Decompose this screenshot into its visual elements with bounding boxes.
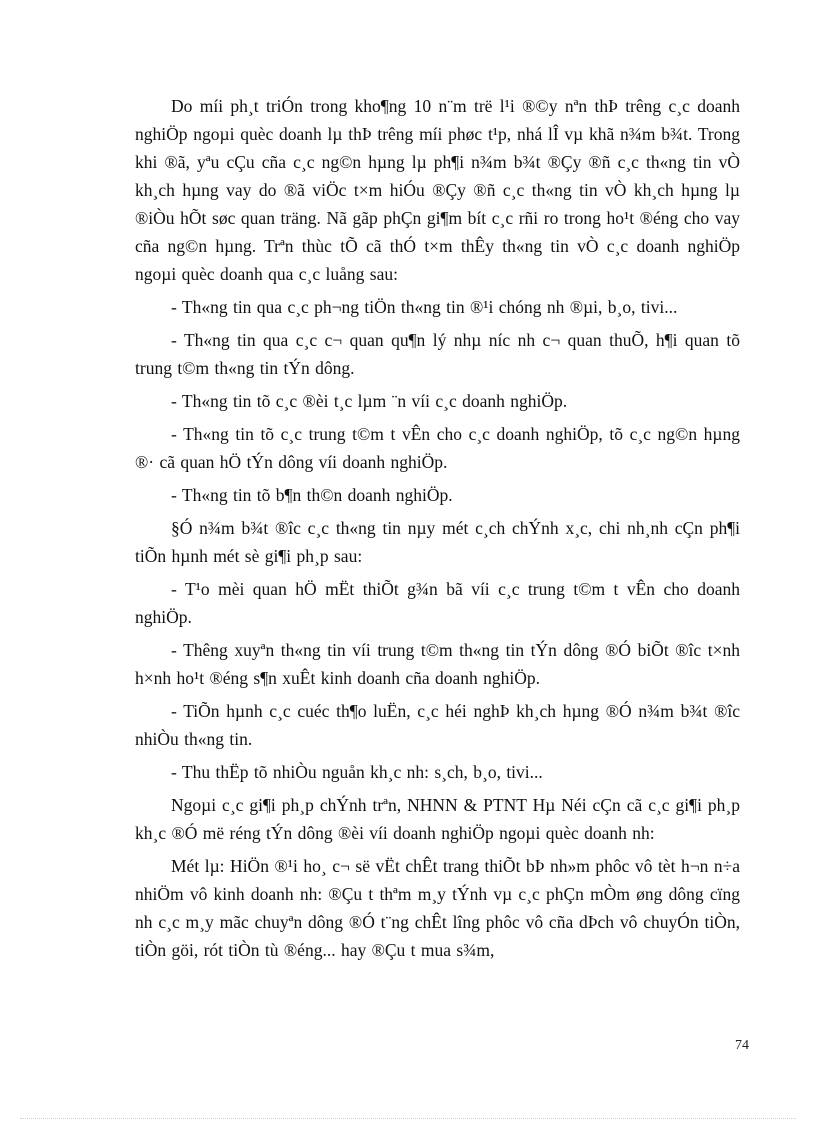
list-item-enterprise-itself: - Th«ng tin tõ b¶n th©n doanh nghiÖp.	[171, 485, 453, 505]
list-item-state-agencies: - Th«ng tin qua c¸c c¬ quan qu¶n lý nhµ níc nh c¬ quan thuÕ, h¶i quan tõ trung t©m th«ng tin tÝn dông.	[135, 330, 740, 378]
paragraph-solutions-intro: §Ó n¾m b¾t ®îc c¸c th«ng tin nµy mét c¸ch chÝnh x¸c, chi nh¸nh cÇn ph¶i tiÕn hµnh mét sè gi¶i ph¸p sau:	[135, 518, 740, 566]
paragraph-first-solution: Mét lµ: HiÖn ®¹i ho¸ c¬ së vËt chÊt trang thiÕt bÞ nh»m phôc vô tèt h¬n n÷a nhiÖm vô kinh doanh nh: ®Çu t thªm m¸y tÝnh vµ c¸c phÇn mÒm øng dông cïng nh c¸c m¸y mãc chuyªn dông ®Ó t¨ng chÊt lîng phôc vô cña dÞch vô chuyÓn tiÒn, tiÒn göi, rót tiÒn tù ®éng... hay ®Çu t mua s¾m,	[135, 856, 740, 960]
list-item-conferences: - TiÕn hµnh c¸c cuéc th¶o luËn, c¸c héi nghÞ kh¸ch hµng ®Ó n¾m b¾t ®îc nhiÒu th«ng tin.	[135, 701, 740, 749]
list-item-partners: - Th«ng tin tõ c¸c ®èi t¸c lµm ¨n víi c¸c doanh nghiÖp.	[171, 391, 568, 411]
paragraph-other-solutions: Ngoµi c¸c gi¶i ph¸p chÝnh trªn, NHNN & PTNT Hµ Néi cÇn cã c¸c gi¶i ph¸p kh¸c ®Ó më réng tÝn dông ®èi víi doanh nghiÖp ngoµi quèc doanh nh:	[135, 795, 740, 843]
footer-divider	[20, 1118, 796, 1119]
page-number: 74	[735, 1038, 749, 1053]
body-text	[135, 92, 740, 969]
list-item-consulting-centers: - Th«ng tin tõ c¸c trung t©m t vÊn cho c¸c doanh nghiÖp, tõ c¸c ng©n hµng ®· cã quan hÖ tÝn dông víi doanh nghiÖp.	[135, 424, 740, 472]
list-item-media: - Th«ng tin qua c¸c ph¬ng tiÖn th«ng tin ®¹i chóng nh ®µi, b¸o, tivi...	[171, 297, 678, 317]
list-item-other-sources: - Thu thËp tõ nhiÒu nguån kh¸c nh: s¸ch, b¸o, tivi...	[171, 762, 543, 782]
list-item-credit-center: - Thêng xuyªn th«ng tin víi trung t©m th«ng tin tÝn dông ®Ó biÕt ®îc t×nh h×nh ho¹t ®éng s¶n xuÊt kinh doanh cña doanh nghiÖp.	[135, 640, 740, 688]
list-item-relationship: - T¹o mèi quan hÖ mËt thiÕt g¾n bã víi c¸c trung t©m t vÊn cho doanh nghiÖp.	[135, 579, 740, 627]
paragraph-intro: Do míi ph¸t triÓn trong kho¶ng 10 n¨m trë l¹i ®©y nªn thÞ trêng c¸c doanh nghiÖp ngoµi quèc doanh lµ thÞ trêng míi phøc t¹p, nhá lÎ vµ khã n¾m b¾t. Trong khi ®ã, yªu cÇu cña c¸c ng©n hµng lµ ph¶i n¾m b¾t ®Çy ®ñ c¸c th«ng tin vÒ kh¸ch hµng vay do ®ã viÖc t×m hiÓu ®Çy ®ñ c¸c th«ng tin vÒ kh¸ch hµng lµ ®iÒu hÕt søc quan träng. Nã gãp phÇn gi¶m bít c¸c rñi ro trong ho¹t ®éng cho vay cña ng©n hµng. Trªn thùc tÕ cã thÓ t×m thÊy th«ng tin vÒ c¸c doanh nghiÖp ngoµi quèc doanh qua c¸c luång sau:	[135, 96, 740, 284]
